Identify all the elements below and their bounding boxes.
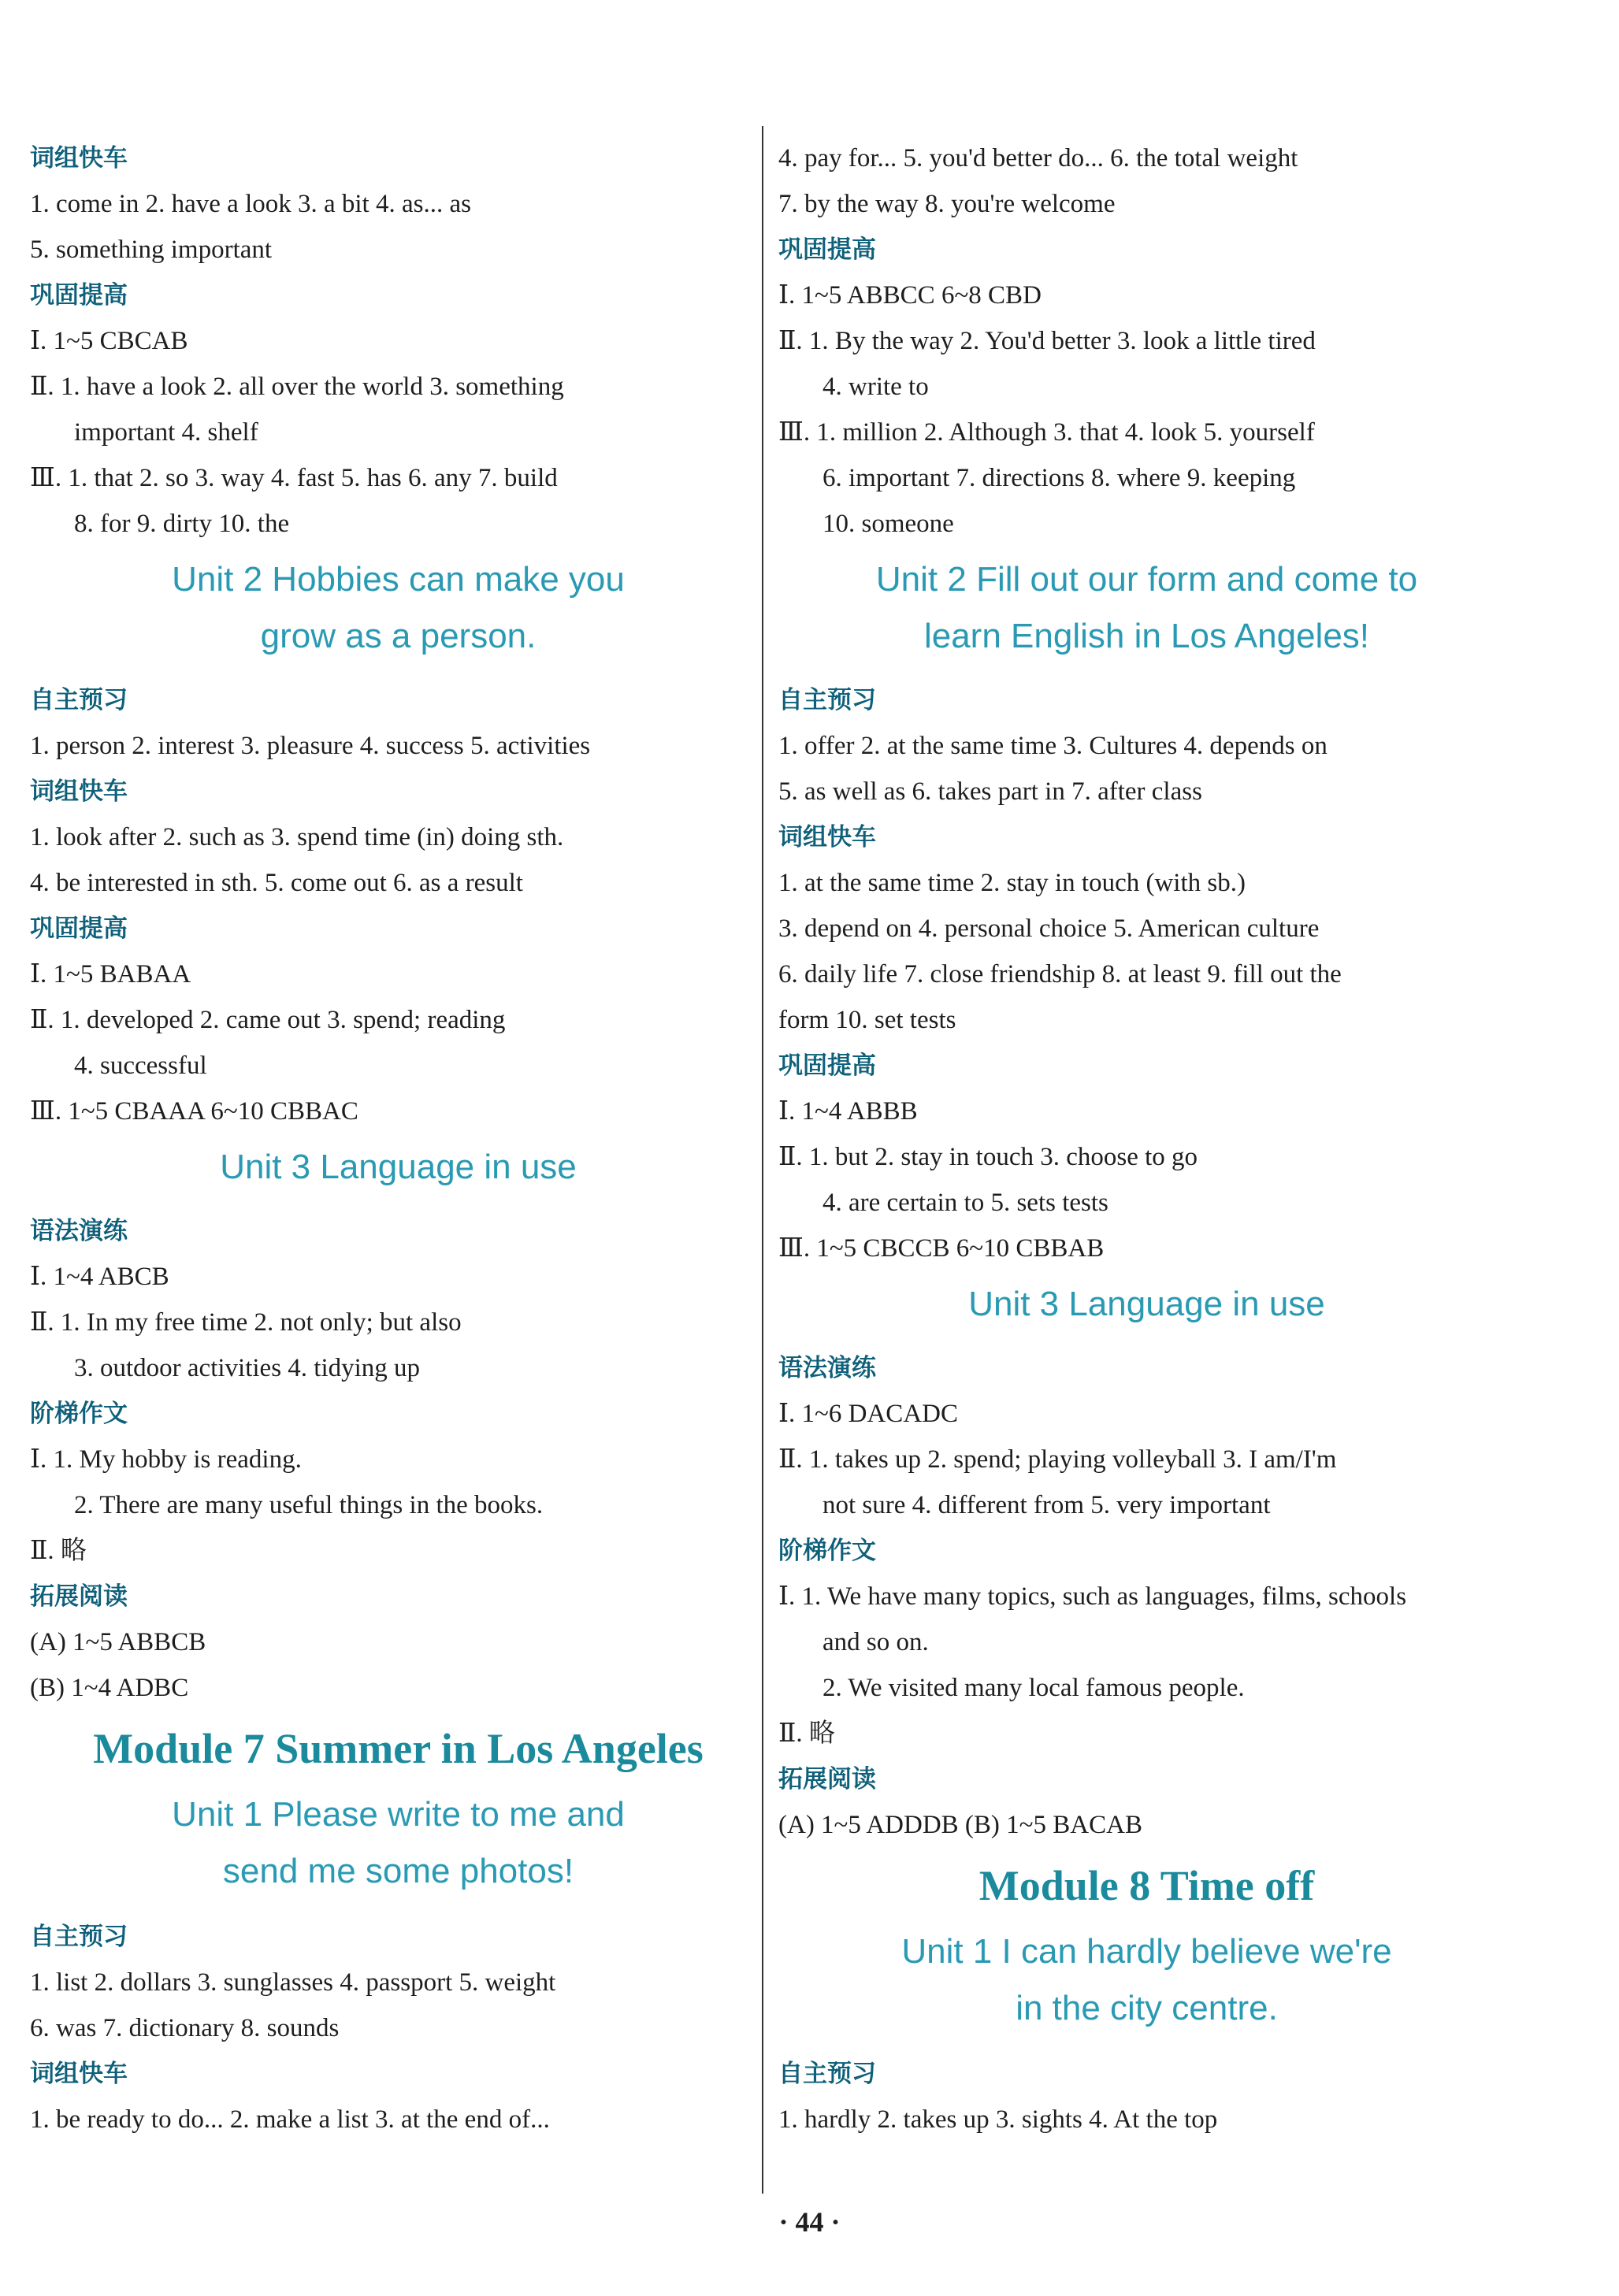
- answer-line: Ⅱ. 1. By the way 2. You'd better 3. look a little tired: [778, 327, 1316, 355]
- answer-line: 6. important 7. directions 8. where 9. keeping: [822, 464, 1296, 492]
- answer-line: Ⅲ. 1. that 2. so 3. way 4. fast 5. has 6. any 7. build: [30, 464, 558, 492]
- answer-line: Ⅱ. 1. have a look 2. all over the world 3. something: [30, 373, 564, 401]
- section-heading: 词组快车: [30, 777, 128, 806]
- answer-line: 6. was 7. dictionary 8. sounds: [30, 2014, 340, 2042]
- right-column: [778, 135, 1515, 2142]
- unit-title-line: Unit 2 Fill out our form and come to: [875, 560, 1418, 599]
- unit-title: [778, 1271, 1515, 1345]
- answer-line: 2. We visited many local famous people.: [822, 1674, 1245, 1702]
- section-heading: 拓展阅读: [778, 1765, 876, 1793]
- answer-line: 1. hardly 2. takes up 3. sights 4. At the top: [778, 2105, 1218, 2134]
- section-heading: 词组快车: [30, 2060, 128, 2088]
- section-heading: 阶梯作文: [30, 1400, 128, 1428]
- answer-line: (A) 1~5 ABBCB: [30, 1628, 206, 1656]
- answer-line: Ⅲ. 1. million 2. Although 3. that 4. look 5. yourself: [778, 418, 1315, 447]
- answer-line: Ⅱ. 1. takes up 2. spend; playing volleyball 3. I am/I'm: [778, 1445, 1337, 1474]
- answer-line: 4. successful: [74, 1052, 207, 1080]
- answer-line: Ⅲ. 1~5 CBAAA 6~10 CBBAC: [30, 1097, 358, 1126]
- section-heading: 阶梯作文: [778, 1537, 876, 1565]
- section-heading: 语法演练: [778, 1354, 876, 1382]
- unit-title-line: grow as a person.: [260, 617, 537, 655]
- answer-line: Ⅲ. 1~5 CBCCB 6~10 CBBAB: [778, 1234, 1105, 1263]
- answer-line: important 4. shelf: [74, 418, 258, 447]
- unit-title: [30, 1785, 767, 1903]
- answer-line: 4. write to: [822, 373, 929, 401]
- section-heading: 巩固提高: [778, 1052, 876, 1080]
- section-heading: 词组快车: [30, 144, 128, 172]
- answer-line: 3. outdoor activities 4. tidying up: [74, 1354, 421, 1382]
- section-heading: 自主预习: [30, 686, 128, 714]
- answer-line: form 10. set tests: [778, 1006, 956, 1034]
- answer-line: 4. are certain to 5. sets tests: [822, 1189, 1108, 1217]
- answer-line: 8. for 9. dirty 10. the: [74, 510, 290, 538]
- page-number: · 44 ·: [778, 2206, 841, 2238]
- answer-line: 1. person 2. interest 3. pleasure 4. success 5. activities: [30, 732, 591, 760]
- unit-title-line: Unit 1 I can hardly believe we're: [901, 1932, 1392, 1971]
- section-heading: 巩固提高: [30, 914, 128, 943]
- unit-title-line: in the city centre.: [1016, 1989, 1278, 2027]
- answer-line: (A) 1~5 ADDDB (B) 1~5 BACAB: [778, 1811, 1142, 1839]
- answer-line: 1. list 2. dollars 3. sunglasses 4. passport 5. weight: [30, 1968, 556, 1997]
- answer-line: 1. be ready to do... 2. make a list 3. at the end of...: [30, 2105, 550, 2134]
- answer-line: 5. something important: [30, 236, 273, 264]
- answer-line: Ⅰ. 1~5 BABAA: [30, 960, 191, 989]
- unit-title-line: Unit 2 Hobbies can make you: [172, 560, 625, 599]
- answer-line: Ⅰ. 1~5 CBCAB: [30, 327, 188, 355]
- answer-line: 4. be interested in sth. 5. come out 6. as a result: [30, 869, 523, 897]
- section-heading: 巩固提高: [778, 236, 876, 264]
- unit-title-line: learn English in Los Angeles!: [923, 617, 1370, 655]
- answer-line: not sure 4. different from 5. very important: [822, 1491, 1271, 1519]
- answer-line: Ⅱ. 1. In my free time 2. not only; but also: [30, 1308, 462, 1337]
- answer-line: 6. daily life 7. close friendship 8. at least 9. fill out the: [778, 960, 1342, 989]
- answer-line: 10. someone: [822, 510, 954, 538]
- answer-line: Ⅰ. 1~6 DACADC: [778, 1400, 958, 1428]
- answer-line: Ⅱ. 1. developed 2. came out 3. spend; reading: [30, 1006, 506, 1034]
- section-heading: 拓展阅读: [30, 1582, 128, 1611]
- unit-title: [778, 1922, 1515, 2040]
- unit-title-line: Unit 1 Please write to me and: [172, 1795, 625, 1834]
- module-title: Module 7 Summer in Los Angeles: [93, 1725, 704, 1772]
- section-heading: 自主预习: [778, 686, 876, 714]
- left-column: [30, 135, 767, 2142]
- unit-title-line: Unit 3 Language in use: [220, 1148, 577, 1186]
- answer-line: (B) 1~4 ADBC: [30, 1674, 189, 1702]
- answer-line: Ⅱ. 1. but 2. stay in touch 3. choose to go: [778, 1143, 1198, 1171]
- answer-line: 7. by the way 8. you're welcome: [778, 190, 1116, 218]
- section-heading: 语法演练: [30, 1217, 128, 1245]
- unit-title: [778, 547, 1515, 677]
- module-title: Module 8 Time off: [978, 1862, 1315, 1909]
- answer-line: 1. offer 2. at the same time 3. Cultures 4. depends on: [778, 732, 1328, 760]
- answer-line: 5. as well as 6. takes part in 7. after class: [778, 777, 1202, 806]
- answer-line: 1. at the same time 2. stay in touch (with sb.): [778, 869, 1246, 897]
- answer-line: 1. come in 2. have a look 3. a bit 4. as... as: [30, 190, 471, 218]
- answer-line: Ⅰ. 1~4 ABBB: [778, 1097, 918, 1126]
- unit-title: [30, 1134, 767, 1208]
- answer-line: Ⅰ. 1. We have many topics, such as languages, films, schools: [778, 1582, 1407, 1611]
- section-heading: 自主预习: [778, 2060, 876, 2088]
- answer-line: and so on.: [822, 1628, 929, 1656]
- answer-line: 1. look after 2. such as 3. spend time (in) doing sth.: [30, 823, 564, 851]
- answer-line: 2. There are many useful things in the books.: [74, 1491, 544, 1519]
- answer-line: 3. depend on 4. personal choice 5. American culture: [778, 914, 1320, 943]
- section-heading: 词组快车: [778, 823, 876, 851]
- answer-line: Ⅱ. 略: [778, 1719, 835, 1748]
- answer-line: 4. pay for... 5. you'd better do... 6. the total weight: [778, 144, 1298, 172]
- section-heading: 自主预习: [30, 1923, 128, 1951]
- unit-title: [30, 547, 767, 677]
- answer-line: Ⅰ. 1. My hobby is reading.: [30, 1445, 302, 1474]
- answer-line: Ⅱ. 略: [30, 1537, 87, 1565]
- unit-title-line: send me some photos!: [222, 1852, 574, 1890]
- section-heading: 巩固提高: [30, 281, 128, 310]
- answer-line: Ⅰ. 1~4 ABCB: [30, 1263, 169, 1291]
- unit-title-line: Unit 3 Language in use: [968, 1285, 1325, 1323]
- answer-line: Ⅰ. 1~5 ABBCC 6~8 CBD: [778, 281, 1042, 310]
